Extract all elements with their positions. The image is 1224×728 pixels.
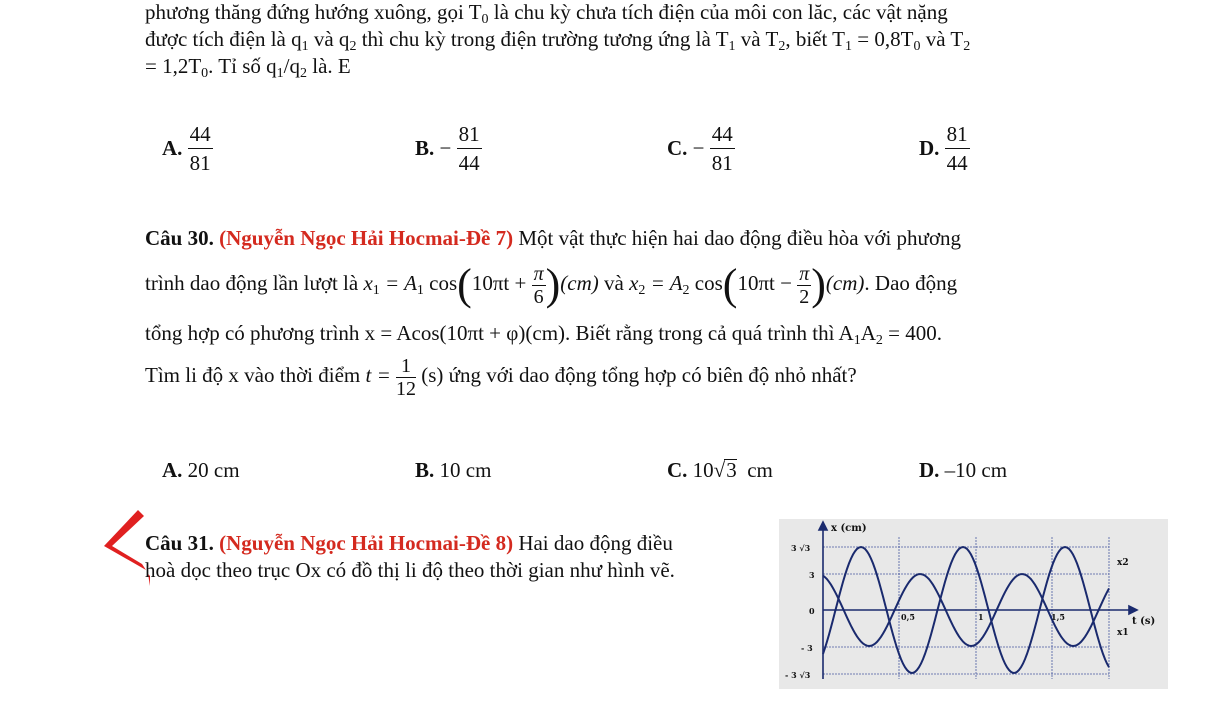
fraction: $\frac{81}{44}$	[458, 122, 480, 175]
q29-option-b[interactable]: B. − $\frac{81}{44}$	[415, 122, 480, 175]
q29-line-2: được tích điện là $q_1$ và $q_2$ thì chu kỳ trong điện trường tương ứng là $T_1$ và $T_2$, biết $T_1 = 0,8T_0$ và $T_2$	[145, 27, 971, 54]
q30-option-a[interactable]: A. 20 cm	[162, 458, 240, 482]
fraction: $\frac{44}{81}$	[189, 122, 211, 175]
q30-option-b[interactable]: B. 10 cm	[415, 458, 492, 482]
y-tick-label: 0	[809, 606, 815, 616]
question-source: (Nguyễn Ngọc Hải Hocmai-Đề 7)	[219, 226, 514, 250]
question-label: Câu 31.	[145, 531, 214, 555]
question-label: Câu 30.	[145, 226, 214, 250]
fraction: $\frac{81}{44}$	[946, 122, 968, 175]
displacement-time-graph	[779, 519, 1168, 689]
series-label-x2: x2	[1117, 558, 1129, 568]
q29-option-d[interactable]: D. $\frac{81}{44}$	[919, 122, 968, 175]
fraction: $\frac{\pi}{2}$	[799, 262, 810, 308]
q29-option-c[interactable]: C. − $\frac{44}{81}$	[667, 122, 733, 175]
fraction: $\frac{\pi}{6}$	[533, 262, 544, 308]
fraction: $\frac{1}{12}$	[396, 354, 417, 400]
y-tick-label: 3	[809, 570, 815, 580]
x-axis-label: t (s)	[1132, 616, 1156, 627]
q29-line-3: = $1,2T_0$. Tỉ số $q_1/q_2$ là. E	[145, 54, 351, 81]
x-tick-label: 0,5	[901, 612, 915, 622]
x-tick-label: 1,5	[1051, 612, 1065, 622]
y-tick-label: - 3 √3	[785, 670, 811, 680]
q30-line-2: trình dao động lần lượt là $x_1 = A_1$ cos(10πt + $\frac{\pi}{6}$ )(cm) và $x_2 = A_2$ cos(10πt − $\frac{\pi}{2}$ )(cm). Dao động	[145, 260, 958, 310]
q29-line-1: phương thăng đứng hướng xuông, gọi $T_0$ là chu kỳ chưa tích điện của môi con lăc, các vật nặng	[145, 0, 948, 27]
q30-option-d[interactable]: D. –10 cm	[919, 458, 1008, 482]
q31-line-2: hoà dọc theo trục Ox có đồ thị li độ theo thời gian như hình vẽ.	[145, 558, 675, 582]
y-axis-label: x (cm)	[831, 523, 867, 534]
q30-line-3: tổng hợp có phương trình x = Acos(10πt + φ)(cm). Biết rằng trong cả quá trình thì $A_1A_2 = 400$.	[145, 321, 942, 348]
red-bracket-marker	[98, 508, 150, 590]
q29-option-a[interactable]: A. $\frac{44}{81}$	[162, 122, 211, 175]
y-tick-label: - 3	[801, 643, 813, 653]
q30-option-c[interactable]: C. 10√3 cm	[667, 458, 773, 482]
q30-line-1: Câu 30. (Nguyễn Ngọc Hải Hocmai-Đề 7) Một vật thực hiện hai dao động điều hòa với phương	[145, 226, 962, 250]
question-source: (Nguyễn Ngọc Hải Hocmai-Đề 8)	[219, 531, 514, 555]
fraction: $\frac{44}{81}$	[711, 122, 733, 175]
y-tick-label: 3 √3	[791, 543, 811, 553]
x-tick-label: 1	[978, 612, 984, 622]
q30-line-4: Tìm li độ x vào thời điểm t = $\frac{1}{12}$ (s) ứng với dao động tổng hợp có biên độ nhỏ nhất?	[145, 354, 857, 400]
series-label-x1: x1	[1117, 628, 1129, 638]
q31-line-1: Câu 31. (Nguyễn Ngọc Hải Hocmai-Đề 8) Hai dao động điều	[145, 531, 673, 555]
